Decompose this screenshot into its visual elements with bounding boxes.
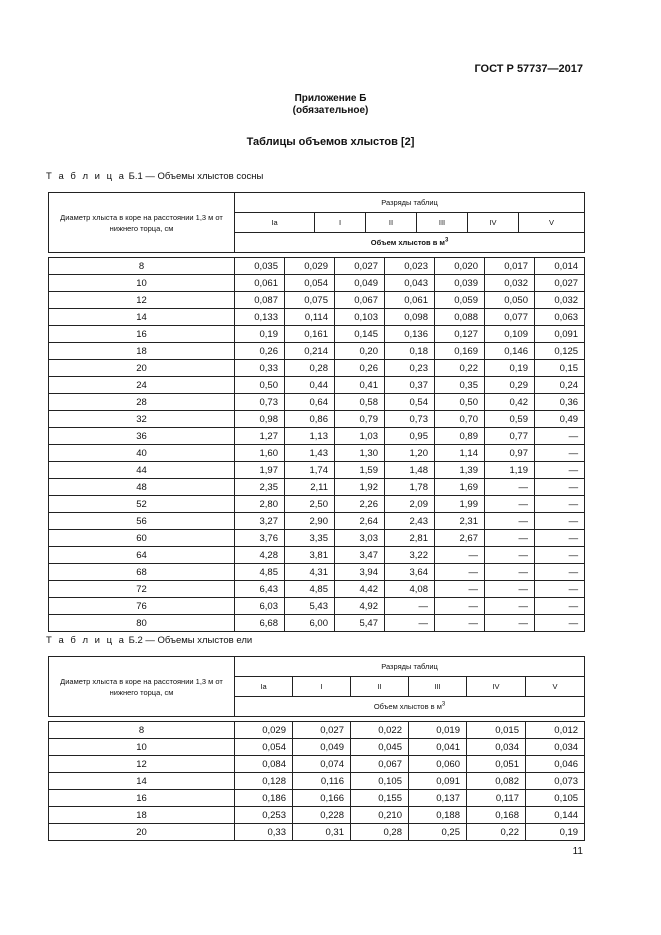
volume-cell: — xyxy=(535,445,585,462)
volume-cell: 0,091 xyxy=(409,773,467,790)
volume-cell: 1,69 xyxy=(435,479,485,496)
volume-cell: 3,76 xyxy=(235,530,285,547)
volume-cell: 0,33 xyxy=(235,360,285,377)
volume-cell: 3,47 xyxy=(335,547,385,564)
volume-cell: 1,13 xyxy=(285,428,335,445)
table-row xyxy=(49,530,585,547)
volume-cell: 0,054 xyxy=(235,739,293,756)
volume-cell: — xyxy=(485,530,535,547)
diameter-cell: 12 xyxy=(49,292,235,309)
table2-caption-prefix: Т а б л и ц а xyxy=(46,635,126,646)
diameter-cell: 56 xyxy=(49,513,235,530)
appendix-title: Приложение Б xyxy=(294,93,367,104)
table1-body xyxy=(49,258,585,632)
volume-cell: 0,64 xyxy=(285,394,335,411)
table-row xyxy=(49,377,585,394)
volume-cell: — xyxy=(485,496,535,513)
volume-cell: 1,27 xyxy=(235,428,285,445)
diameter-cell: 14 xyxy=(49,309,235,326)
volume-cell: 0,127 xyxy=(435,326,485,343)
table-row xyxy=(49,581,585,598)
table-row xyxy=(49,479,585,496)
volume-cell: 2,09 xyxy=(385,496,435,513)
table1-caption-text: Б.1 — Объемы хлыстов сосны xyxy=(128,171,264,182)
volume-cell: — xyxy=(535,479,585,496)
table-row xyxy=(49,292,585,309)
volume-cell: — xyxy=(535,462,585,479)
table1-header xyxy=(49,193,585,258)
volume-cell: 4,08 xyxy=(385,581,435,598)
diameter-cell: 10 xyxy=(49,739,235,756)
table2-caption xyxy=(46,635,252,646)
volume-cell: 0,073 xyxy=(526,773,585,790)
volume-cell: 4,92 xyxy=(335,598,385,615)
volume-cell: 6,03 xyxy=(235,598,285,615)
appendix-heading xyxy=(0,93,661,117)
volume-cell: 0,045 xyxy=(351,739,409,756)
table2-spruce-volumes xyxy=(48,656,585,841)
volume-cell: 0,42 xyxy=(485,394,535,411)
volume-cell: 0,145 xyxy=(335,326,385,343)
volume-cell: — xyxy=(535,564,585,581)
table1-pine-volumes xyxy=(48,192,585,632)
table-row xyxy=(49,309,585,326)
table-row xyxy=(49,598,585,615)
volume-cell: 2,11 xyxy=(285,479,335,496)
table-row xyxy=(49,343,585,360)
volume-cell: 0,79 xyxy=(335,411,385,428)
volume-cell: 0,35 xyxy=(435,377,485,394)
diameter-cell: 40 xyxy=(49,445,235,462)
table-row xyxy=(49,564,585,581)
volume-cell: 6,43 xyxy=(235,581,285,598)
volume-cell: 0,074 xyxy=(293,756,351,773)
diameter-cell: 52 xyxy=(49,496,235,513)
volume-cell: 0,73 xyxy=(385,411,435,428)
volume-cell: — xyxy=(535,581,585,598)
volume-cell: 2,35 xyxy=(235,479,285,496)
volume-cell: 1,14 xyxy=(435,445,485,462)
volume-cell: 0,137 xyxy=(409,790,467,807)
table-row xyxy=(49,824,585,841)
page-number: 11 xyxy=(572,846,583,857)
volume-cell: 0,188 xyxy=(409,807,467,824)
volume-cell: 0,70 xyxy=(435,411,485,428)
diameter-cell: 12 xyxy=(49,756,235,773)
volume-cell: 0,19 xyxy=(235,326,285,343)
volume-cell: 0,032 xyxy=(535,292,585,309)
volume-cell: 1,20 xyxy=(385,445,435,462)
volume-cell: 0,020 xyxy=(435,258,485,275)
volume-cell: 0,014 xyxy=(535,258,585,275)
diameter-cell: 18 xyxy=(49,807,235,824)
volume-cell: 0,088 xyxy=(435,309,485,326)
volume-cell: — xyxy=(435,581,485,598)
table-row xyxy=(49,722,585,739)
volume-cell: 1,19 xyxy=(485,462,535,479)
table2-rank: IV xyxy=(467,677,526,697)
volume-cell: 0,087 xyxy=(235,292,285,309)
volume-cell: 0,049 xyxy=(293,739,351,756)
volume-cell: 3,94 xyxy=(335,564,385,581)
volume-cell: 0,125 xyxy=(535,343,585,360)
volume-cell: 3,35 xyxy=(285,530,335,547)
volume-cell: 0,117 xyxy=(467,790,526,807)
volume-cell: 0,051 xyxy=(467,756,526,773)
volume-cell: 0,050 xyxy=(485,292,535,309)
volume-cell: 0,061 xyxy=(385,292,435,309)
volume-cell: 0,019 xyxy=(409,722,467,739)
volume-cell: 1,60 xyxy=(235,445,285,462)
volume-cell: 0,186 xyxy=(235,790,293,807)
volume-cell: 0,98 xyxy=(235,411,285,428)
volume-cell: 1,92 xyxy=(335,479,385,496)
volume-cell: 0,49 xyxy=(535,411,585,428)
volume-cell: 0,046 xyxy=(526,756,585,773)
diameter-cell: 32 xyxy=(49,411,235,428)
volume-cell: 0,89 xyxy=(435,428,485,445)
table1-caption-prefix: Т а б л и ц а xyxy=(46,171,126,182)
table2-rank: I xyxy=(293,677,351,697)
volume-cell: 0,37 xyxy=(385,377,435,394)
volume-cell: 0,41 xyxy=(335,377,385,394)
volume-cell: 0,067 xyxy=(351,756,409,773)
volume-cell: 2,67 xyxy=(435,530,485,547)
table2-ranks-header: Разряды таблиц xyxy=(235,657,585,677)
diameter-cell: 24 xyxy=(49,377,235,394)
volume-cell: 0,109 xyxy=(485,326,535,343)
table-row xyxy=(49,513,585,530)
volume-cell: 0,128 xyxy=(235,773,293,790)
volume-cell: — xyxy=(535,513,585,530)
volume-cell: 0,063 xyxy=(535,309,585,326)
table-row xyxy=(49,258,585,275)
volume-cell: 0,95 xyxy=(385,428,435,445)
volume-cell: 0,228 xyxy=(293,807,351,824)
volume-cell: 0,33 xyxy=(235,824,293,841)
table2-header xyxy=(49,657,585,722)
volume-cell: 6,68 xyxy=(235,615,285,632)
diameter-cell: 14 xyxy=(49,773,235,790)
diameter-cell: 8 xyxy=(49,722,235,739)
volume-cell: 0,97 xyxy=(485,445,535,462)
volume-cell: 0,169 xyxy=(435,343,485,360)
volume-cell: 0,029 xyxy=(235,722,293,739)
volume-cell: — xyxy=(535,615,585,632)
volume-cell: 3,64 xyxy=(385,564,435,581)
table1-diameter-header: Диаметр хлыста в коре на расстоянии 1,3 м от нижнего торца, см xyxy=(49,193,235,253)
diameter-cell: 20 xyxy=(49,824,235,841)
volume-cell: 0,15 xyxy=(535,360,585,377)
table-row xyxy=(49,739,585,756)
table2-diameter-header: Диаметр хлыста в коре на расстоянии 1,3 м от нижнего торца, см xyxy=(49,657,235,717)
volume-cell: 0,253 xyxy=(235,807,293,824)
volume-cell: 0,082 xyxy=(467,773,526,790)
volume-cell: 0,023 xyxy=(385,258,435,275)
volume-cell: 0,77 xyxy=(485,428,535,445)
volume-cell: 0,060 xyxy=(409,756,467,773)
volume-cell: 3,22 xyxy=(385,547,435,564)
volume-cell: 0,012 xyxy=(526,722,585,739)
volume-cell: 0,077 xyxy=(485,309,535,326)
volume-cell: 0,44 xyxy=(285,377,335,394)
volume-cell: 0,28 xyxy=(285,360,335,377)
volume-cell: 2,31 xyxy=(435,513,485,530)
table-row xyxy=(49,428,585,445)
volume-cell: 0,032 xyxy=(485,275,535,292)
volume-cell: 0,144 xyxy=(526,807,585,824)
volume-cell: 0,136 xyxy=(385,326,435,343)
volume-cell: 0,049 xyxy=(335,275,385,292)
volume-cell: 3,27 xyxy=(235,513,285,530)
table-row xyxy=(49,275,585,292)
appendix-status: (обязательное) xyxy=(292,105,369,116)
volume-cell: 0,24 xyxy=(535,377,585,394)
volume-cell: 0,098 xyxy=(385,309,435,326)
volume-cell: 0,043 xyxy=(385,275,435,292)
volume-cell: — xyxy=(435,615,485,632)
volume-cell: 0,017 xyxy=(485,258,535,275)
volume-cell: 0,027 xyxy=(535,275,585,292)
volume-cell: 0,20 xyxy=(335,343,385,360)
volume-cell: 0,86 xyxy=(285,411,335,428)
table-row xyxy=(49,773,585,790)
diameter-cell: 68 xyxy=(49,564,235,581)
table-row xyxy=(49,756,585,773)
volume-cell: — xyxy=(535,598,585,615)
volume-cell: — xyxy=(435,598,485,615)
table-row xyxy=(49,615,585,632)
volume-cell: — xyxy=(535,547,585,564)
volume-cell: — xyxy=(385,598,435,615)
volume-cell: 0,034 xyxy=(467,739,526,756)
volume-cell: 0,133 xyxy=(235,309,285,326)
volume-cell: — xyxy=(485,581,535,598)
volume-cell: 3,03 xyxy=(335,530,385,547)
volume-cell: 1,30 xyxy=(335,445,385,462)
diameter-cell: 80 xyxy=(49,615,235,632)
volume-cell: 1,59 xyxy=(335,462,385,479)
table2-rank: V xyxy=(526,677,585,697)
volume-cell: 3,81 xyxy=(285,547,335,564)
volume-cell: 0,36 xyxy=(535,394,585,411)
table1-rank: V xyxy=(549,217,555,227)
volume-cell: — xyxy=(485,479,535,496)
volume-cell: 0,041 xyxy=(409,739,467,756)
diameter-cell: 60 xyxy=(49,530,235,547)
volume-cell: 1,97 xyxy=(235,462,285,479)
volume-cell: 0,105 xyxy=(526,790,585,807)
volume-cell: 1,74 xyxy=(285,462,335,479)
volume-cell: 0,25 xyxy=(409,824,467,841)
diameter-cell: 8 xyxy=(49,258,235,275)
volume-cell: 0,22 xyxy=(467,824,526,841)
volume-cell: 0,155 xyxy=(351,790,409,807)
volume-cell: 0,168 xyxy=(467,807,526,824)
volume-cell: 0,114 xyxy=(285,309,335,326)
volume-cell: 0,50 xyxy=(235,377,285,394)
volume-cell: 0,084 xyxy=(235,756,293,773)
volume-cell: 5,43 xyxy=(285,598,335,615)
volume-cell: — xyxy=(435,547,485,564)
table2-rank: II xyxy=(351,677,409,697)
volume-cell: 0,075 xyxy=(285,292,335,309)
volume-cell: 4,28 xyxy=(235,547,285,564)
volume-cell: 5,47 xyxy=(335,615,385,632)
table1-rank: IV xyxy=(468,213,519,232)
volume-cell: 0,034 xyxy=(526,739,585,756)
volume-cell: 2,43 xyxy=(385,513,435,530)
volume-cell: 0,166 xyxy=(293,790,351,807)
diameter-cell: 36 xyxy=(49,428,235,445)
volume-cell: 0,146 xyxy=(485,343,535,360)
table1-rank: II xyxy=(366,213,417,232)
volume-cell: 0,039 xyxy=(435,275,485,292)
volume-cell: — xyxy=(485,564,535,581)
table-row xyxy=(49,411,585,428)
diameter-cell: 28 xyxy=(49,394,235,411)
volume-cell: 0,091 xyxy=(535,326,585,343)
volume-cell: 2,64 xyxy=(335,513,385,530)
volume-cell: 6,00 xyxy=(285,615,335,632)
volume-cell: — xyxy=(485,513,535,530)
volume-cell: 0,50 xyxy=(435,394,485,411)
volume-cell: 1,39 xyxy=(435,462,485,479)
volume-cell: 0,26 xyxy=(235,343,285,360)
volume-cell: 0,19 xyxy=(526,824,585,841)
table2-body xyxy=(49,722,585,841)
volume-cell: 0,161 xyxy=(285,326,335,343)
volume-cell: 0,22 xyxy=(435,360,485,377)
table-row xyxy=(49,790,585,807)
volume-cell: 2,80 xyxy=(235,496,285,513)
table2-volume-header: Объем хлыстов в $м^3$ xyxy=(235,697,585,717)
table-row xyxy=(49,462,585,479)
table1-ranks-row xyxy=(235,213,584,232)
volume-cell: 2,90 xyxy=(285,513,335,530)
volume-cell: 0,54 xyxy=(385,394,435,411)
volume-cell: 1,03 xyxy=(335,428,385,445)
volume-cell: 0,061 xyxy=(235,275,285,292)
volume-cell: 4,85 xyxy=(285,581,335,598)
table-row xyxy=(49,445,585,462)
volume-cell: — xyxy=(385,615,435,632)
diameter-cell: 18 xyxy=(49,343,235,360)
diameter-cell: 76 xyxy=(49,598,235,615)
table2-caption-text: Б.2 — Объемы хлыстов ели xyxy=(128,635,253,646)
table1-ranks-header: Разряды таблиц xyxy=(235,193,585,213)
main-title: Таблицы объемов хлыстов [2] xyxy=(246,136,415,148)
volume-cell: 2,81 xyxy=(385,530,435,547)
volume-cell: 0,054 xyxy=(285,275,335,292)
table2-rank: III xyxy=(409,677,467,697)
volume-cell: 0,18 xyxy=(385,343,435,360)
diameter-cell: 48 xyxy=(49,479,235,496)
table1-caption xyxy=(46,171,263,182)
volume-cell: — xyxy=(485,615,535,632)
table-row xyxy=(49,807,585,824)
volume-cell: 0,59 xyxy=(485,411,535,428)
volume-cell: 1,78 xyxy=(385,479,435,496)
volume-cell: 4,31 xyxy=(285,564,335,581)
volume-cell: 0,015 xyxy=(467,722,526,739)
volume-cell: 0,105 xyxy=(351,773,409,790)
volume-cell: 0,26 xyxy=(335,360,385,377)
volume-cell: 0,31 xyxy=(293,824,351,841)
table1-volume-header: Объем хлыстов в $м^3$ xyxy=(235,233,585,253)
table1-rank: Ia xyxy=(235,213,315,232)
volume-cell: 2,26 xyxy=(335,496,385,513)
table1-rank: I xyxy=(315,213,366,232)
table-row xyxy=(49,326,585,343)
volume-cell: 0,29 xyxy=(485,377,535,394)
table1-rank: III xyxy=(417,213,468,232)
table-row xyxy=(49,547,585,564)
diameter-cell: 16 xyxy=(49,790,235,807)
standard-number: ГОСТ Р 57737—2017 xyxy=(474,63,583,75)
diameter-cell: 44 xyxy=(49,462,235,479)
diameter-cell: 16 xyxy=(49,326,235,343)
volume-cell: 0,067 xyxy=(335,292,385,309)
volume-cell: 0,210 xyxy=(351,807,409,824)
volume-cell: 0,027 xyxy=(335,258,385,275)
volume-cell: 0,103 xyxy=(335,309,385,326)
volume-cell: — xyxy=(535,530,585,547)
volume-cell: — xyxy=(485,598,535,615)
volume-cell: 4,42 xyxy=(335,581,385,598)
volume-cell: 4,85 xyxy=(235,564,285,581)
volume-cell: 0,059 xyxy=(435,292,485,309)
volume-cell: 1,99 xyxy=(435,496,485,513)
volume-cell: 0,28 xyxy=(351,824,409,841)
volume-cell: 0,58 xyxy=(335,394,385,411)
volume-cell: 0,022 xyxy=(351,722,409,739)
volume-cell: — xyxy=(535,428,585,445)
volume-cell: 0,029 xyxy=(285,258,335,275)
table-row xyxy=(49,360,585,377)
diameter-cell: 20 xyxy=(49,360,235,377)
volume-cell: 2,50 xyxy=(285,496,335,513)
diameter-cell: 72 xyxy=(49,581,235,598)
volume-cell: 0,116 xyxy=(293,773,351,790)
volume-cell: 0,214 xyxy=(285,343,335,360)
volume-cell: 0,73 xyxy=(235,394,285,411)
table-row xyxy=(49,394,585,411)
volume-cell: — xyxy=(485,547,535,564)
volume-cell: 0,035 xyxy=(235,258,285,275)
diameter-cell: 10 xyxy=(49,275,235,292)
volume-cell: 0,027 xyxy=(293,722,351,739)
volume-cell: 0,19 xyxy=(485,360,535,377)
table-row xyxy=(49,496,585,513)
volume-cell: 0,23 xyxy=(385,360,435,377)
table2-rank: Ia xyxy=(235,677,293,697)
volume-cell: — xyxy=(435,564,485,581)
volume-cell: — xyxy=(535,496,585,513)
volume-cell: 1,43 xyxy=(285,445,335,462)
diameter-cell: 64 xyxy=(49,547,235,564)
volume-cell: 1,48 xyxy=(385,462,435,479)
